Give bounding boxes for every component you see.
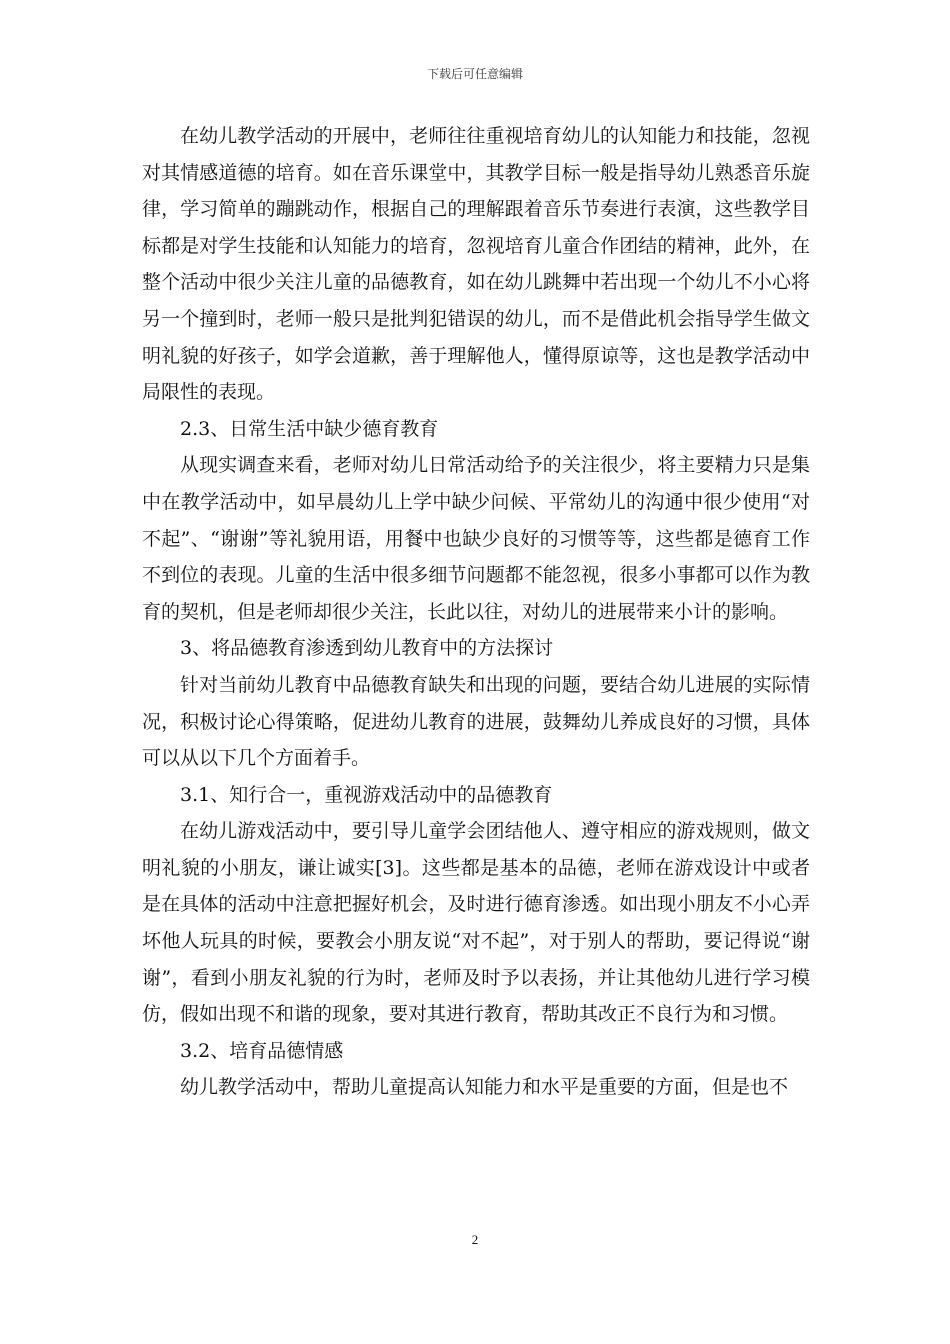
section-heading-3-1: 3.1、知行合一，重视游戏活动中的品德教育 bbox=[180, 783, 553, 806]
paragraph-moral-emotion: 幼儿教学活动中，帮助儿童提高认知能力和水平是重要的方面，但是也不 bbox=[180, 1076, 789, 1099]
paragraph-teaching-activities: 在幼儿教学活动的开展中，老师往往重视培育幼儿的认知能力和技能，忽视对其情感道德的培育。如在音乐课堂中，其教学目标一般是指导幼儿熟悉音乐旋律，学习简单的蹦跳动作，根据自己的理解跟着音乐节奏进行表演，这些教学目标都是对学生技能和认知能力的培育，忽视培育儿童合作团结的精神，此外，在整个活动中很少关注儿童的品德教育，如在幼儿跳舞中若出现一个幼儿不小心将另一个撞到时，老师一般只是批判犯错误的幼儿，而不是借此机会指导学生做文明礼貌的好孩子，如学会道歉，善于理解他人，懂得原谅等，这也是教学活动中局限性的表现。 bbox=[142, 125, 810, 404]
section-heading-3: 3、将品德教育渗透到幼儿教育中的方法探讨 bbox=[180, 637, 554, 660]
section-heading-2-3: 2.3、日常生活中缺少德育教育 bbox=[180, 417, 439, 440]
document-body bbox=[142, 118, 810, 1106]
section-heading-3-2: 3.2、培育品德情感 bbox=[180, 1039, 344, 1062]
page-header: 下载后可任意编辑 bbox=[426, 67, 523, 81]
paragraph-methods-intro: 针对当前幼儿教育中品德教育缺失和出现的问题，要结合幼儿进展的实际情况，积极讨论心得策略，促进幼儿教育的进展，鼓舞幼儿养成良好的习惯，具体可以从以下几个方面着手。 bbox=[142, 673, 810, 770]
paragraph-daily-life: 从现实调查来看，老师对幼儿日常活动给予的关注很少，将主要精力只是集中在教学活动中，如早晨幼儿上学中缺少问候、平常幼儿的沟通中很少使用“对不起”、“谢谢”等礼貌用语，用餐中也缺少良好的习惯等等，这些都是德育工作不到位的表现。儿童的生活中很多细节问题都不能忽视，很多小事都可以作为教育的契机，但是老师却很少关注，长此以往，对幼儿的进展带来小计的影响。 bbox=[142, 454, 810, 623]
paragraph-game-activities: 在幼儿游戏活动中，要引导儿童学会团结他人、遵守相应的游戏规则，做文明礼貌的小朋友，谦让诚实[3]。这些都是基本的品德，老师在游戏设计中或者是在具体的活动中注意把握好机会，及时进行德育渗透。如出现小朋友不小心弄坏他人玩具的时候，要教会小朋友说“对不起”，对于别人的帮助，要记得说“谢谢”，看到小朋友礼貌的行为时，老师及时予以表扬，并让其他幼儿进行学习模仿，假如出现不和谐的现象，要对其进行教育，帮助其改正不良行为和习惯。 bbox=[142, 820, 810, 1026]
page-number: 2 bbox=[471, 1232, 479, 1247]
